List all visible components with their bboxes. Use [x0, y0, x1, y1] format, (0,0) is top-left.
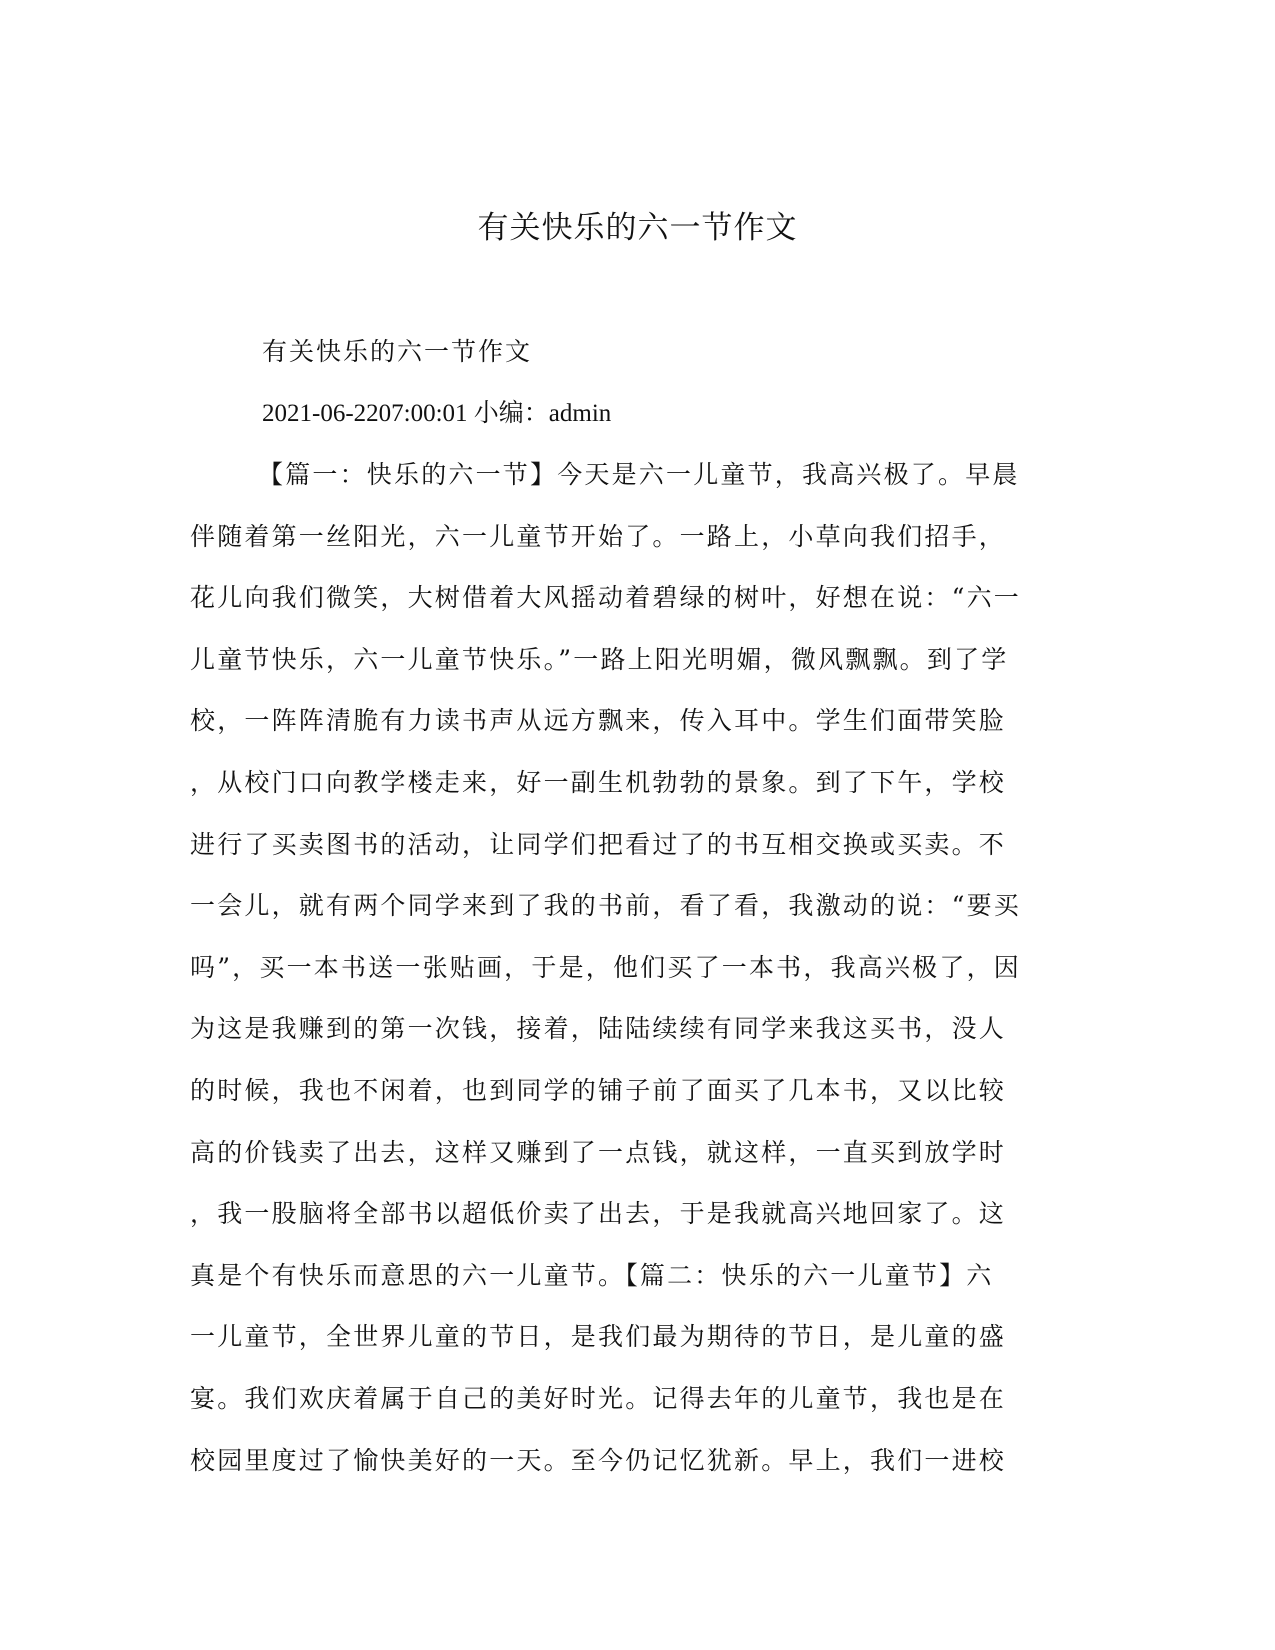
body-line: 为这是我赚到的第一次钱，接着，陆陆续续有同学来我这买书，没人	[190, 1014, 1007, 1044]
body-line: 校园里度过了愉快美好的一天。至今仍记忆犹新。早上，我们一进校	[190, 1445, 1007, 1475]
body-line: 的时候，我也不闲着，也到同学的铺子前了面买了几本书，又以比较	[190, 1075, 1007, 1105]
body-line: ，我一股脑将全部书以超低价卖了出去，于是我就高兴地回家了。这	[190, 1199, 1007, 1229]
body-line: 一会儿，就有两个同学来到了我的书前，看了看，我激动的说：“要买	[190, 891, 1021, 921]
body-line: 吗”，买一本书送一张贴画，于是，他们买了一本书，我高兴极了，因	[190, 952, 1021, 982]
body-line: 伴随着第一丝阳光，六一儿童节开始了。一路上，小草向我们招手，	[190, 521, 1007, 551]
body-line: ，从校门口向教学楼走来，好一副生机勃勃的景象。到了下午，学校	[190, 767, 1007, 797]
body-line: 进行了买卖图书的活动，让同学们把看过了的书互相交换或买卖。不	[190, 829, 1007, 859]
body-line: 校，一阵阵清脆有力读书声从远方飘来，传入耳中。学生们面带笑脸	[190, 706, 1007, 736]
article-body	[190, 457, 1085, 1504]
body-line: 真是个有快乐而意思的六一儿童节。【篇二：快乐的六一儿童节】六	[190, 1260, 994, 1290]
body-line: 宴。我们欢庆着属于自己的美好时光。记得去年的儿童节，我也是在	[190, 1383, 1007, 1413]
body-line: 高的价钱卖了出去，这样又赚到了一点钱，就这样，一直买到放学时	[190, 1137, 1007, 1167]
body-line: 花儿向我们微笑，大树借着大风摇动着碧绿的树叶，好想在说：“六一	[190, 583, 1021, 613]
body-line: 一儿童节，全世界儿童的节日，是我们最为期待的节日，是儿童的盛	[190, 1322, 1007, 1352]
body-line: 儿童节快乐，六一儿童节快乐。”一路上阳光明媚，微风飘飘。到了学	[190, 644, 1009, 674]
document-subtitle: 有关快乐的六一节作文	[262, 337, 533, 366]
publish-meta: 2021-06-2207:00:01 小编：admin	[262, 400, 612, 427]
document-title: 有关快乐的六一节作文	[477, 210, 798, 246]
body-line: 【篇一：快乐的六一节】今天是六一儿童节，我高兴极了。早晨	[258, 460, 1020, 489]
